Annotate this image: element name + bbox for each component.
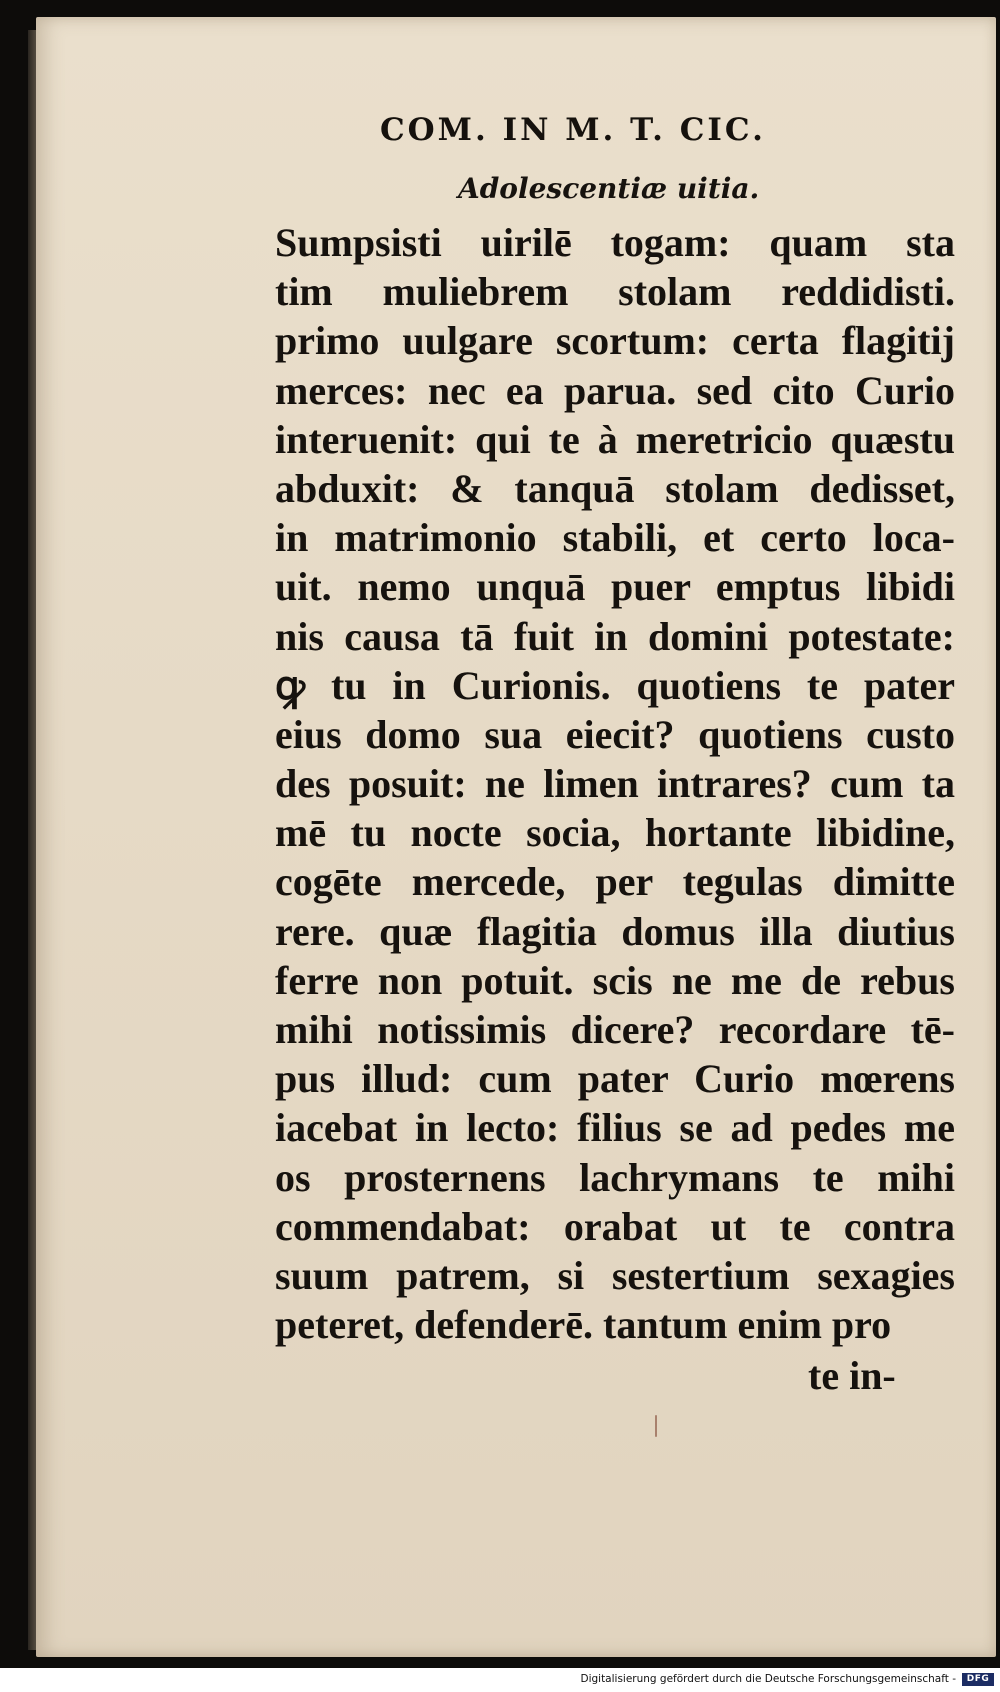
funding-credit: Digitalisierung gefördert durch die Deutsche Forschungsgemeinschaft - <box>580 1673 956 1685</box>
body-text <box>275 218 955 1349</box>
text-line: eius domo sua eiecit? quotiens custo <box>275 711 955 757</box>
running-head: COM. IN M. T. CIC. <box>380 112 766 148</box>
text-line: des posuit: ne limen intrares? cum ta <box>275 761 955 807</box>
text-line: interuenit: qui te à meretricio quæstu <box>275 416 955 462</box>
section-subheading: Adolescentiæ uitia. <box>458 172 760 205</box>
text-line: suum patrem, si sestertium sexagies <box>275 1252 955 1298</box>
text-line: pus illud: cum pater Curio mœrens <box>275 1056 955 1102</box>
catchword: te in- <box>808 1353 896 1398</box>
text-line: ꝙ tu in Curionis. quotiens te pater <box>275 662 955 708</box>
text-line: mihi notissimis dicere? recordare tē- <box>275 1007 955 1052</box>
text-line: peteret, defenderē. tantum enim pro <box>275 1302 892 1348</box>
text-line: mē tu nocte socia, hortante libidine, <box>275 810 955 856</box>
text-line: iacebat in lecto: filius se ad pedes me <box>275 1105 955 1151</box>
text-line: uit. nemo unquā puer emptus libidi <box>275 564 955 610</box>
text-line: os prosternens lachrymans te mihi <box>275 1154 955 1200</box>
text-line: merces: nec ea parua. sed cito Curio <box>275 367 955 413</box>
text-line: tim muliebrem stolam reddidisti. <box>275 269 955 315</box>
dfg-logo: DFG <box>962 1673 994 1686</box>
text-line: primo uulgare scortum: certa flagitij <box>275 318 955 364</box>
text-line: Sumpsisti uirilē togam: quam sta <box>275 220 955 265</box>
text-line: cogēte mercede, per tegulas dimitte <box>275 859 955 905</box>
ink-smudge <box>655 1415 657 1437</box>
text-line: in matrimonio stabili, et certo loca- <box>275 515 955 561</box>
text-line: rere. quæ flagitia domus illa diutius <box>275 908 955 954</box>
text-line: commendabat: orabat ut te contra <box>275 1203 955 1249</box>
text-line: nis causa tā fuit in domini potestate: <box>275 613 955 659</box>
text-line: abduxit: & tanquā stolam dedisset, <box>275 465 955 511</box>
text-line: ferre non potuit. scis ne me de rebus <box>275 957 955 1003</box>
